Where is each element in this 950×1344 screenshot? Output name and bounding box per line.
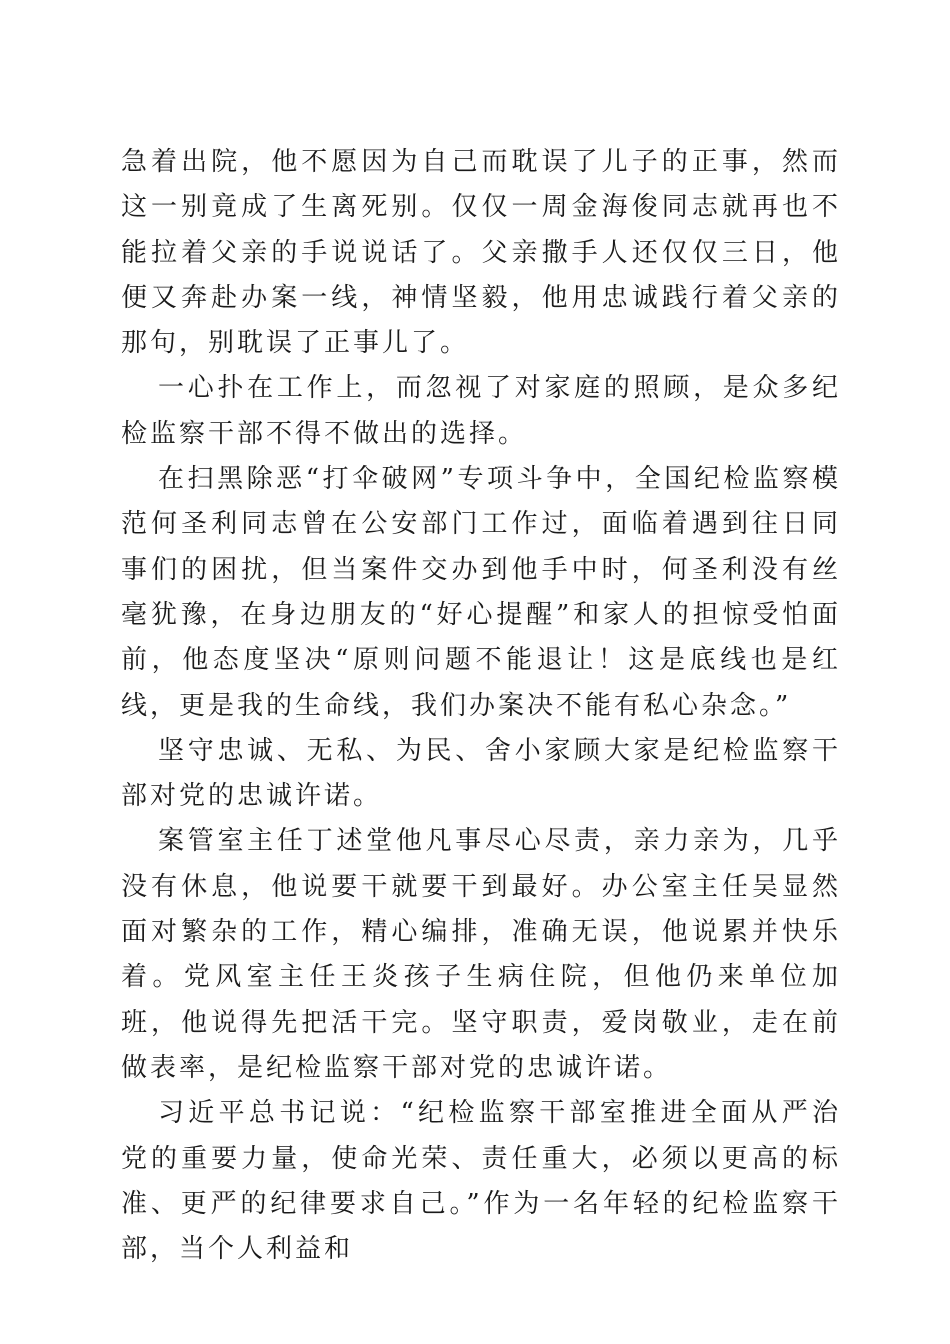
paragraph: 在扫黑除恶“打伞破网”专项斗争中，全国纪检监察模范何圣利同志曾在公安部门工作过，面临着遇到往日同事们的困扰，但当案件交办到他手中时，何圣利没有丝毫犹豫，在身边朋友的“好心提醒”和家人的担惊受怕面前，他态度坚决“原则问题不能退让！这是底线也是红线，更是我的生命线，我们办案决不能有私心杂念。” — [121, 464, 841, 721]
paragraph: 坚守忠诚、无私、为民、舍小家顾大家是纪检监察干部对党的忠诚许诺。 — [121, 735, 841, 812]
document-body — [121, 140, 841, 1272]
paragraph: 习近平总书记说：“纪检监察干部室推进全面从严治党的重要力量，使命光荣、责任重大，必须以更高的标准、更严的纪律要求自己。”作为一名年轻的纪检监察干部，当个人利益和 — [121, 1098, 841, 1265]
paragraph: 案管室主任丁述堂他凡事尽心尽责，亲力亲为，几乎没有休息，他说要干就要干到最好。办公室主任吴显然面对繁杂的工作，精心编排，准确无误，他说累并快乐着。党风室主任王炎孩子生病住院，但他仍来单位加班，他说得先把活干完。坚守职责，爱岗敬业，走在前做表率，是纪检监察干部对党的忠诚许诺。 — [121, 826, 841, 1083]
paragraph-continuation: 急着出院，他不愿因为自己而耽误了儿子的正事，然而这一别竟成了生离死别。仅仅一周金海俊同志就再也不能拉着父亲的手说说话了。父亲撒手人还仅仅三日，他便又奔赴办案一线，神情坚毅，他用忠诚践行着父亲的那句，别耽误了正事儿了。 — [121, 147, 841, 359]
paragraph: 一心扑在工作上，而忽视了对家庭的照顾，是众多纪检监察干部不得不做出的选择。 — [121, 373, 841, 449]
